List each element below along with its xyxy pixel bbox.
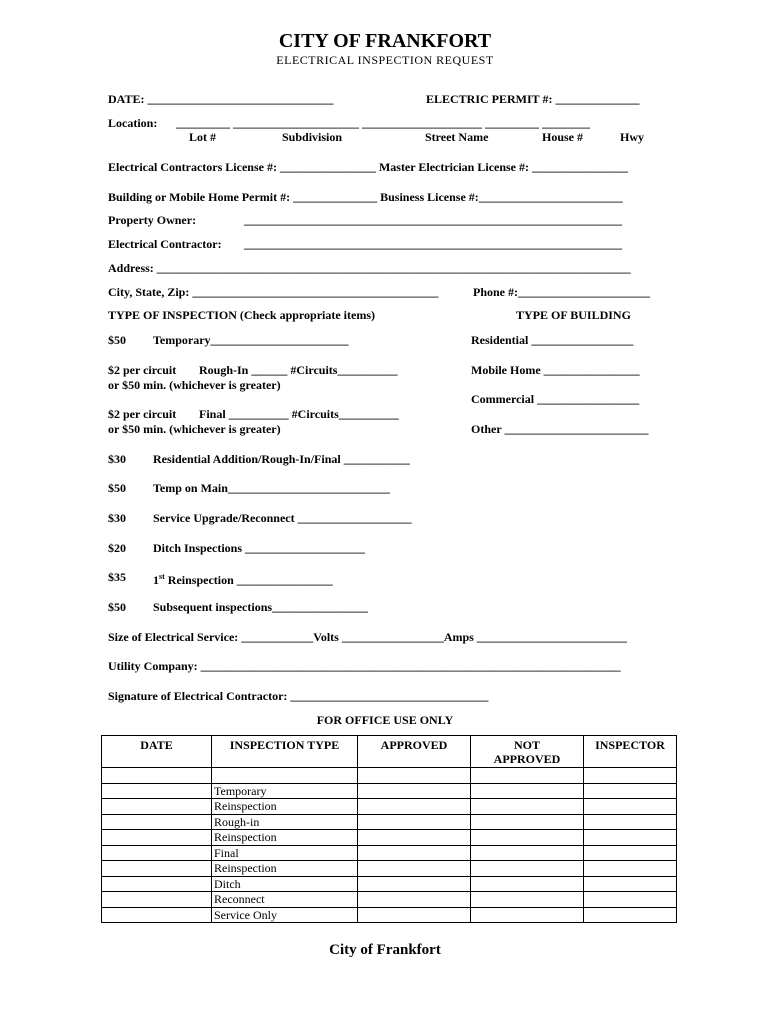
inspector-cell[interactable] [584, 876, 677, 892]
approved-cell[interactable] [358, 845, 471, 861]
owner-label: Property Owner: [108, 213, 197, 227]
reinspection-text: Reinspection ________________ [164, 573, 333, 587]
approved-cell[interactable] [358, 799, 471, 815]
page-title: CITY OF FRANKFORT [278, 30, 492, 52]
res-add-field[interactable]: Residential Addition/Rough-In/Final ___________ [153, 452, 410, 466]
date-cell[interactable] [102, 907, 212, 923]
inspector-cell[interactable] [584, 814, 677, 830]
table-row [102, 799, 677, 815]
service-upgrade-field[interactable]: Service Upgrade/Reconnect ___________________ [153, 511, 412, 525]
inspection-type-cell[interactable]: Reinspection [212, 861, 358, 877]
office-table [101, 735, 677, 923]
table-row [102, 814, 677, 830]
permit-field[interactable]: ELECTRIC PERMIT #: ______________ [426, 92, 640, 106]
footer-text: City of Frankfort [329, 942, 441, 958]
inspector-cell[interactable] [584, 845, 677, 861]
date-cell[interactable] [102, 830, 212, 846]
header-approved: APPROVED [358, 736, 471, 768]
reinspection-number: 1 [153, 573, 159, 587]
approved-cell[interactable] [358, 830, 471, 846]
temporary-price: $50 [108, 333, 126, 347]
not-approved-cell[interactable] [471, 907, 584, 923]
inspection-type-cell[interactable]: Final [212, 845, 358, 861]
street-caption: Street Name [425, 130, 489, 144]
reinspection-suffix: st [159, 572, 165, 581]
date-cell[interactable] [102, 814, 212, 830]
table-row [102, 830, 677, 846]
approved-cell[interactable] [358, 876, 471, 892]
service-price: $30 [108, 511, 126, 525]
inspection-type-cell[interactable]: Reinspection [212, 799, 358, 815]
final-price: $2 per circuit [108, 407, 177, 421]
rough-in-field[interactable]: Rough-In ______ #Circuits__________ [199, 363, 398, 377]
date-cell[interactable] [102, 768, 212, 784]
inspection-type-cell[interactable]: Ditch [212, 876, 358, 892]
not-approved-cell[interactable] [471, 861, 584, 877]
table-row [102, 876, 677, 892]
location-label: Location: [108, 116, 158, 130]
table-row [102, 892, 677, 908]
inspection-type-cell[interactable] [212, 768, 358, 784]
not-approved-cell[interactable] [471, 814, 584, 830]
approved-cell[interactable] [358, 907, 471, 923]
inspector-cell[interactable] [584, 830, 677, 846]
building-permit-field[interactable]: Building or Mobile Home Permit #: ______________ Business License #:________________________ [108, 190, 623, 204]
owner-line[interactable]: _______________________________________________________________ [244, 213, 622, 227]
approved-cell[interactable] [358, 861, 471, 877]
inspection-type-cell[interactable]: Rough-in [212, 814, 358, 830]
office-use-heading: FOR OFFICE USE ONLY [316, 713, 454, 727]
contractor-label: Electrical Contractor: [108, 237, 222, 251]
final-field[interactable]: Final __________ #Circuits__________ [199, 407, 399, 421]
reinspection-field[interactable] [153, 570, 333, 587]
inspection-heading: TYPE OF INSPECTION (Check appropriate items) [108, 308, 375, 322]
location-blanks[interactable]: _________ _____________________ ____________________ _________ ________ [176, 116, 590, 130]
subdivision-caption: Subdivision [282, 130, 343, 144]
approved-cell[interactable] [358, 892, 471, 908]
final-minimum: or $50 min. (whichever is greater) [108, 422, 281, 436]
not-approved-cell[interactable] [471, 783, 584, 799]
approved-cell[interactable] [358, 783, 471, 799]
service-size-field[interactable]: Size of Electrical Service: ____________Volts _________________Amps _________________________ [108, 630, 627, 644]
rough-price: $2 per circuit [108, 363, 177, 377]
table-row [102, 783, 677, 799]
table-row [102, 861, 677, 877]
rough-minimum: or $50 min. (whichever is greater) [108, 378, 281, 392]
contractor-line[interactable]: _______________________________________________________________ [244, 237, 622, 251]
header-inspection-type: INSPECTION TYPE [212, 736, 358, 768]
not-approved-cell[interactable] [471, 892, 584, 908]
phone-field[interactable]: Phone #:______________________ [473, 285, 650, 299]
page-subtitle: ELECTRICAL INSPECTION REQUEST [276, 53, 494, 67]
other-field[interactable]: Other ________________________ [471, 422, 649, 436]
inspector-cell[interactable] [584, 783, 677, 799]
inspector-cell[interactable] [584, 799, 677, 815]
residential-field[interactable]: Residential _________________ [471, 333, 634, 347]
lot-caption: Lot # [189, 130, 216, 144]
table-row [102, 768, 677, 784]
not-approved-cell[interactable] [471, 768, 584, 784]
header-not-approved [471, 736, 584, 768]
date-cell[interactable] [102, 892, 212, 908]
not-approved-cell[interactable] [471, 876, 584, 892]
not-approved-cell[interactable] [471, 845, 584, 861]
approved-cell[interactable] [358, 814, 471, 830]
inspection-type-cell[interactable]: Temporary [212, 783, 358, 799]
reinspection-price: $35 [108, 570, 126, 584]
not-approved-cell[interactable] [471, 830, 584, 846]
date-cell[interactable] [102, 861, 212, 877]
mobile-home-field[interactable]: Mobile Home ________________ [471, 363, 640, 377]
ditch-field[interactable]: Ditch Inspections ____________________ [153, 541, 366, 555]
inspector-cell[interactable] [584, 892, 677, 908]
date-cell[interactable] [102, 876, 212, 892]
temp-main-price: $50 [108, 481, 126, 495]
contractor-license-field[interactable]: Electrical Contractors License #: ________________ Master Electrician License #: ________________ [108, 160, 629, 174]
not-approved-cell[interactable] [471, 799, 584, 815]
date-field[interactable]: DATE: _______________________________ [108, 92, 334, 106]
inspector-cell[interactable] [584, 907, 677, 923]
subsequent-price: $50 [108, 600, 126, 614]
hwy-caption: Hwy [620, 130, 644, 144]
inspection-type-cell[interactable]: Service Only [212, 907, 358, 923]
header-not-approved-text: NOT APPROVED [493, 738, 561, 766]
temp-main-field[interactable]: Temp on Main___________________________ [153, 481, 390, 495]
inspection-type-cell[interactable]: Reinspection [212, 830, 358, 846]
header-inspector: INSPECTOR [584, 736, 677, 768]
date-cell[interactable] [102, 845, 212, 861]
subsequent-field[interactable]: Subsequent inspections________________ [153, 600, 369, 614]
temporary-field[interactable]: Temporary_______________________ [153, 333, 349, 347]
utility-field[interactable]: Utility Company: ______________________________________________________________________ [108, 659, 621, 673]
res-add-price: $30 [108, 452, 126, 466]
inspector-cell[interactable] [584, 861, 677, 877]
city-state-zip-field[interactable]: City, State, Zip: _________________________________________ [108, 285, 439, 299]
address-field[interactable]: Address: _______________________________________________________________________________ [108, 261, 631, 275]
approved-cell[interactable] [358, 768, 471, 784]
header-date: DATE [102, 736, 212, 768]
commercial-field[interactable]: Commercial _________________ [471, 392, 640, 406]
house-caption: House # [542, 130, 584, 144]
table-row [102, 845, 677, 861]
signature-field[interactable]: Signature of Electrical Contractor: _________________________________ [108, 689, 489, 703]
date-cell[interactable] [102, 783, 212, 799]
inspector-cell[interactable] [584, 768, 677, 784]
building-heading: TYPE OF BUILDING [516, 308, 631, 322]
date-cell[interactable] [102, 799, 212, 815]
ditch-price: $20 [108, 541, 126, 555]
table-row [102, 907, 677, 923]
inspection-type-cell[interactable]: Reconnect [212, 892, 358, 908]
